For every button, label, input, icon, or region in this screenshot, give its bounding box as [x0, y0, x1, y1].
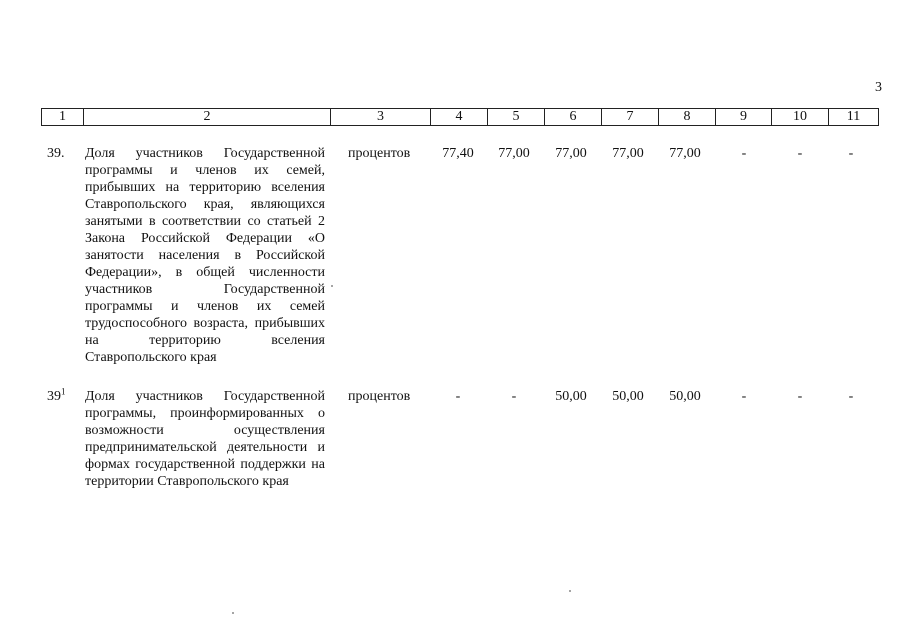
value-col-10: -	[797, 389, 803, 404]
row-number: 39.	[47, 146, 65, 161]
value-col-11: -	[848, 389, 854, 404]
value-col-11: -	[848, 146, 854, 161]
row-number: $39^1$	[47, 386, 66, 404]
value-col-9: -	[741, 389, 747, 404]
value-col-8: 50,00	[669, 389, 701, 404]
value-col-6: 50,00	[555, 389, 587, 404]
row-description: Доля участников Государственной программы, проинформированных о возможности осуществления предпринимательской деятельности и формах государственной поддержки на территории Ставропольского края	[85, 389, 325, 489]
column-header-9: 9	[716, 109, 772, 126]
column-header-10: 10	[772, 109, 829, 126]
column-header-6: 6	[545, 109, 602, 126]
row-unit: процентов	[348, 389, 411, 404]
column-header-7: 7	[602, 109, 659, 126]
row-unit: процентов	[348, 146, 411, 161]
column-header-4: 4	[431, 109, 488, 126]
column-header-2: 2	[84, 109, 331, 126]
value-col-9: -	[741, 146, 747, 161]
column-header-5: 5	[488, 109, 545, 126]
value-col-6: 77,00	[555, 146, 587, 161]
value-col-4: 77,40	[442, 146, 474, 161]
value-col-5: -	[511, 389, 517, 404]
column-header-3: 3	[331, 109, 431, 126]
value-col-10: -	[797, 146, 803, 161]
value-col-7: 50,00	[612, 389, 644, 404]
value-col-4: -	[455, 389, 461, 404]
value-col-8: 77,00	[669, 146, 701, 161]
row-description: Доля участников Государственной программы и членов их семей, прибывших на территорию вселения Ставропольского края, являющихся занятыми в соответствии со статьей 2 Закона Российской Федерации «О занятости населения в Российской Федерации», в общей численности участников Государственной программы и членов их семей трудоспособного возраста, прибывших на территорию вселения Ставропольского края	[85, 146, 325, 365]
column-header-1: 1	[42, 109, 84, 126]
column-number-header	[41, 108, 879, 126]
value-col-5: 77,00	[498, 146, 530, 161]
scan-speck	[569, 590, 571, 592]
column-header-11: 11	[829, 109, 879, 126]
page-number: 3	[875, 80, 882, 95]
column-header-8: 8	[659, 109, 716, 126]
value-col-7: 77,00	[612, 146, 644, 161]
scan-speck	[331, 285, 333, 287]
scan-speck	[232, 612, 234, 614]
